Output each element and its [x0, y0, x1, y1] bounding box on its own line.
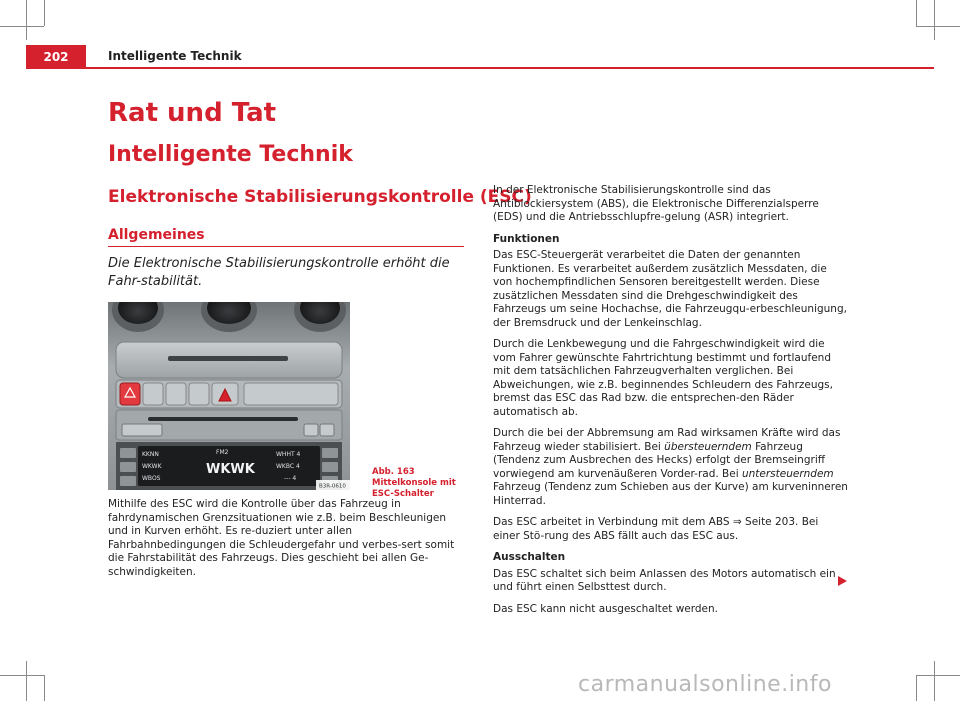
radio-label: WKWK — [142, 463, 162, 470]
crop-mark — [44, 675, 45, 701]
radio-label: FM2 — [216, 449, 229, 456]
crop-mark — [916, 675, 917, 701]
emphasis: übersteuerndem — [664, 440, 752, 453]
paragraph: Das ESC-Steuergerät verarbeitet die Daten der genannten Funktionen. Es verarbeitet außerdem zusätzlich Messdaten, die von hochempfindlichen Sensoren bereitgestellt werden. Diese zusätzlichen Messdaten sind die Drehgeschwindigkeit des Fahrzeugs um seine Hochachse, die Fahrzeugqu-erbeschleunigung, der Bremsdruck und der Lenkeinschlag. — [493, 249, 847, 329]
continue-arrow-icon — [838, 576, 847, 586]
crop-mark — [916, 0, 917, 26]
radio-station-display: WKWK — [206, 462, 255, 477]
right-column — [493, 184, 848, 624]
paragraph: Durch die Lenkbewegung und die Fahrgeschwindigkeit wird die vom Fahrer gewünschte Fahrtrichtung bestimmt und fortlaufend mit dem tatsächlichen Fahrzeugverhalten verglichen. Bei Abweichungen, wie z.B. beginnendes Schleudern des Fahrzeugs, bremst das ESC das Rad bzw. die entsprechen-den Räder automatisch ab. — [493, 338, 833, 418]
running-title: Intelligente Technik — [108, 49, 242, 63]
subheading-ausschalten: Ausschalten — [493, 551, 566, 563]
page-number: 202 — [26, 45, 86, 69]
center-console-illustration — [108, 302, 350, 490]
page-header — [26, 45, 934, 69]
subheading-funktionen: Funktionen — [493, 232, 560, 245]
paragraph: In der Elektronische Stabilisierungskontrolle sind das Antiblockiersystem (ABS), die Elektronische Differenzialsperre (EDS) und die Antriebsschlupfre-gelung (ASR) integriert. — [493, 184, 819, 223]
text-run: . Bei einer Stö-rung des ABS fällt auch das ESC aus. — [493, 516, 819, 542]
crop-mark — [916, 26, 960, 27]
section-title: Intelligente Technik — [108, 142, 353, 167]
emphasis: untersteuerndem — [741, 467, 834, 480]
radio-label: --- 4 — [284, 475, 297, 482]
crop-mark — [934, 0, 935, 40]
left-body-text: Mithilfe des ESC wird die Kontrolle über das Fahrzeug in fahrdynamischen Grenzsituationen wie z.B. beim Beschleunigen und in Kurven erhöht. Es re-duziert unter allen Fahrbahnbedingungen die Schleudergefahr und verbes-sert somit die Fahrstabilität des Fahrzeugs. Dies geschieht bei allen Ge-schwindigkeiten. — [108, 498, 455, 578]
chapter-title: Rat und Tat — [108, 98, 277, 128]
radio-label: WHHT 4 — [276, 451, 301, 458]
watermark: carmanualsonline.info — [578, 672, 832, 697]
crop-mark — [0, 675, 44, 676]
figure-center-console — [108, 302, 350, 490]
topic-title: Allgemeines — [108, 227, 205, 243]
text-run: Fahrzeug (Tendenz zum Schieben aus der Kurve) am kurveninneren Hinterrad. — [493, 481, 848, 507]
text-run: Fahrzeug (Tendenz zum Ausbrechen des Hecks) erfolgt der Bremseingriff vorwiegend am kurvenäußeren Vorder-rad. Bei — [493, 440, 825, 480]
crop-mark — [934, 661, 935, 701]
page-reference-link[interactable]: ⇒ Seite 203 — [732, 516, 796, 528]
figure-code: B3R-0610 — [319, 483, 346, 490]
topic-rule — [108, 246, 464, 247]
header-rule — [86, 67, 934, 69]
crop-mark — [26, 0, 27, 40]
intro-text: Die Elektronische Stabilisierungskontrolle erhöht die Fahr-stabilität. — [108, 256, 450, 289]
crop-mark — [44, 0, 45, 26]
crop-mark — [916, 675, 960, 676]
radio-label: KKNN — [142, 451, 159, 458]
paragraph: Das ESC schaltet sich beim Anlassen des Motors automatisch ein und führt einen Selbsttest durch. — [493, 567, 836, 593]
paragraph — [493, 427, 848, 508]
text-run: Das ESC arbeitet in Verbindung mit dem ABS — [493, 516, 733, 528]
radio-label: WKBC 4 — [276, 463, 300, 470]
text-run: Durch die bei der Abbremsung am Rad wirksamen Kräfte wird das Fahrzeug wieder stabilisiert. Bei — [493, 427, 841, 453]
figure-caption: Abb. 163 Mittelkonsole mit ESC-Schalter — [372, 467, 456, 499]
paragraph: Das ESC kann nicht ausgeschaltet werden. — [493, 602, 718, 615]
paragraph — [493, 516, 848, 543]
crop-mark — [26, 661, 27, 701]
radio-label: WBOS — [142, 475, 161, 482]
crop-mark — [0, 26, 44, 27]
subsection-title: Elektronische Stabilisierungskontrolle (ESC) — [108, 187, 532, 207]
